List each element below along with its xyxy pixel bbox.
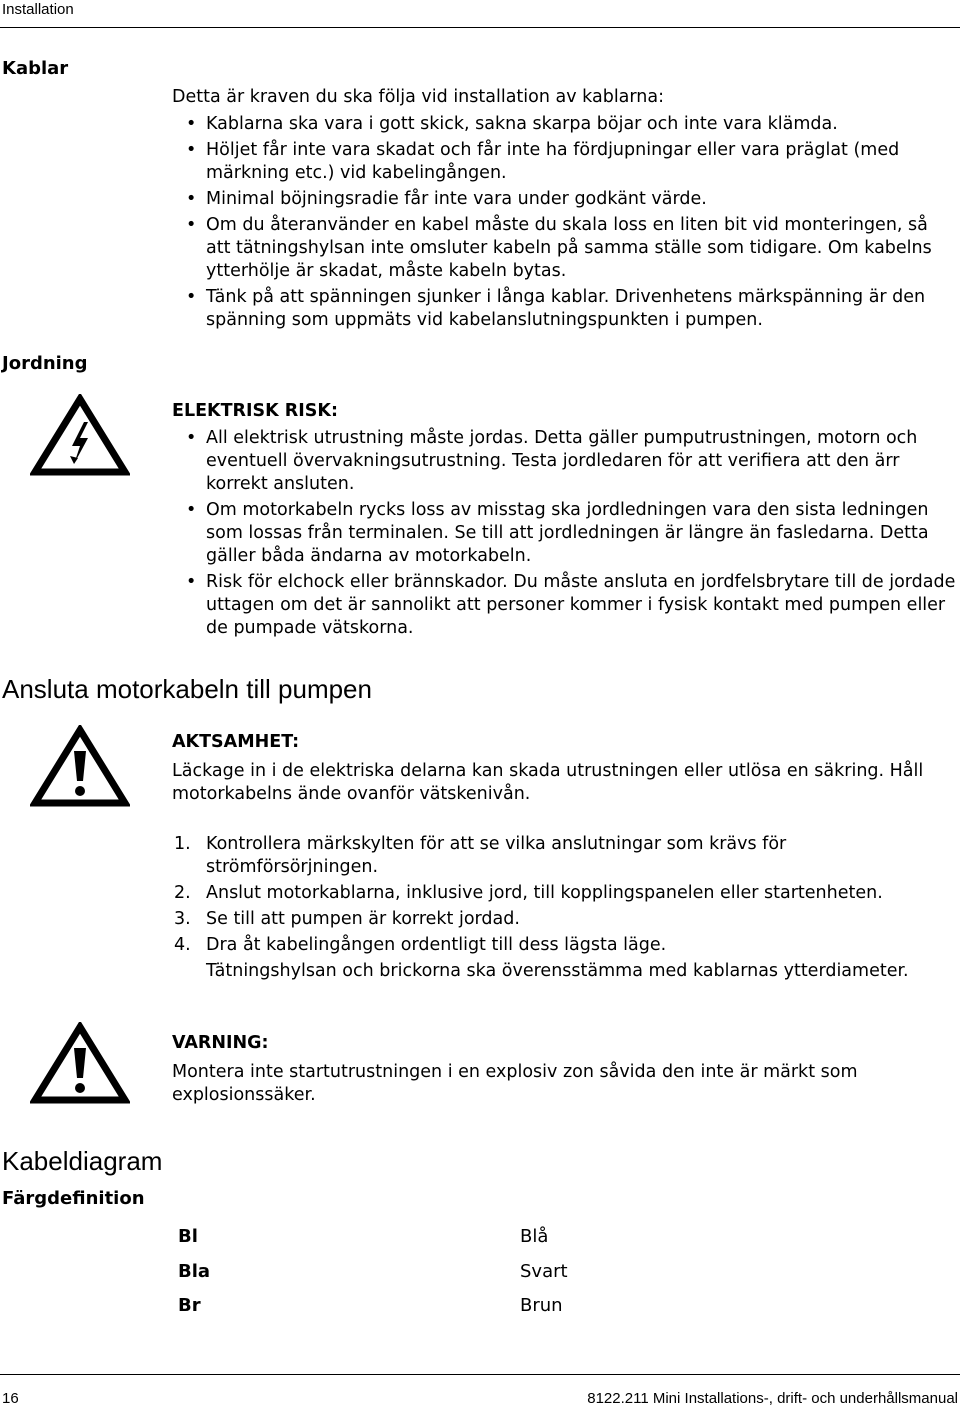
- section-title-kabeldiagram: Kabeldiagram: [2, 1146, 163, 1176]
- color-code: Bla: [178, 1261, 211, 1282]
- caution-label: AKTSAMHET:: [172, 732, 300, 752]
- list-item: • Kablarna ska vara i gott skick, sakna skarpa böjar och inte vara klämda.: [186, 114, 838, 134]
- kablar-body: [172, 86, 957, 335]
- bullet-icon: •: [186, 572, 197, 592]
- step-4-note: Tätningshylsan och brickorna ska överensstämma med kablarnas ytterdiameter.: [206, 961, 909, 981]
- jordning-list: [172, 427, 957, 640]
- color-code: Bl: [178, 1226, 198, 1247]
- color-name: Brun: [520, 1295, 563, 1316]
- caution-text: Läckage in i de elektriska delarna kan skada utrustningen eller utlösa en säkring. Håll motorkabelns ände ovanför vätskenivån.: [172, 761, 924, 804]
- list-item: • Risk för elchock eller brännskador. Du måste ansluta en jordfelsbrytare till de jordade uttagen om det är sannolikt att personer kommer i fysisk kontakt med pumpen eller de pumpade vätskorna.: [186, 572, 956, 638]
- color-name: Svart: [520, 1261, 568, 1282]
- list-item: 4. Dra åt kabelingången ordentligt till dess lägsta läge.: [174, 935, 667, 955]
- bullet-icon: •: [186, 189, 197, 209]
- bullet-icon: •: [186, 114, 197, 134]
- section-title-kablar: Kablar: [2, 58, 69, 79]
- kablar-intro: Detta är kraven du ska följa vid installation av kablarna:: [172, 87, 664, 107]
- list-item: 3. Se till att pumpen är korrekt jordad.: [174, 909, 520, 929]
- color-table: [178, 1226, 778, 1326]
- document-title: 8122.211 Mini Installations-, drift- och underhållsmanual: [587, 1390, 958, 1407]
- list-item: • Om du återanvänder en kabel måste du skala loss en liten bit vid monteringen, så att tätningshylsan inte omsluter kabeln på samma ställe som tidigare. Om kabelns ytterhölje är skadat, måste kabeln bytas.: [186, 215, 932, 281]
- running-header: Installation: [2, 1, 74, 18]
- list-item: • All elektrisk utrustning måste jordas. Detta gäller pumputrustningen, motorn och eventuell övervakningsutrustning. Testa jordledaren för att verifiera att den ärr korrekt ansluten.: [186, 428, 918, 494]
- caution-icon: [30, 725, 130, 813]
- electrical-risk-label: ELEKTRISK RISK:: [172, 401, 338, 421]
- footer-rule: [0, 1374, 960, 1375]
- warning-label: VARNING:: [172, 1033, 269, 1053]
- list-item: • Om motorkabeln rycks loss av misstag ska jordledningen vara den sista ledningen som lossas från terminalen. Se till att jordledningen är längre än fasledarna. Detta gäller båda ändarna av motorkabeln.: [186, 500, 929, 566]
- steps-list: [172, 833, 957, 957]
- warning-icon: [30, 1022, 130, 1110]
- bullet-icon: •: [186, 287, 197, 307]
- kablar-list: [172, 113, 957, 332]
- section-title-ansluta: Ansluta motorkabeln till pumpen: [2, 674, 372, 704]
- list-item: 1. Kontrollera märkskylten för att se vilka anslutningar som krävs för strömförsörjningen.: [174, 834, 787, 877]
- caution-body: [172, 731, 957, 806]
- list-item: • Höljet får inte vara skadat och får inte ha fördjupningar eller vara präglat (med märkning etc.) vid kabelingången.: [186, 140, 900, 183]
- section-title-jordning: Jordning: [2, 353, 88, 374]
- bullet-icon: •: [186, 140, 197, 160]
- subsection-title-fargdefinition: Färgdefinition: [2, 1188, 145, 1209]
- color-name: Blå: [520, 1226, 549, 1247]
- steps-body: [172, 833, 957, 983]
- list-item: 2. Anslut motorkablarna, inklusive jord, till kopplingspanelen eller startenheten.: [174, 883, 883, 903]
- warning-text: Montera inte startutrustningen i en explosiv zon såvida den inte är märkt som explosionssäker.: [172, 1062, 858, 1105]
- bullet-icon: •: [186, 428, 197, 448]
- page-number: 16: [2, 1390, 19, 1407]
- bullet-icon: •: [186, 215, 197, 235]
- electrical-hazard-icon: [30, 394, 130, 482]
- list-item: • Minimal böjningsradie får inte vara under godkänt värde.: [186, 189, 707, 209]
- color-code: Br: [178, 1295, 201, 1316]
- header-rule: [0, 27, 960, 28]
- warning-body: [172, 1032, 957, 1107]
- jordning-body: [172, 400, 957, 643]
- list-item: • Tänk på att spänningen sjunker i långa kablar. Drivenhetens märkspänning är den spänning som uppmäts vid kabelanslutningspunkten i pumpen.: [186, 287, 926, 330]
- bullet-icon: •: [186, 500, 197, 520]
